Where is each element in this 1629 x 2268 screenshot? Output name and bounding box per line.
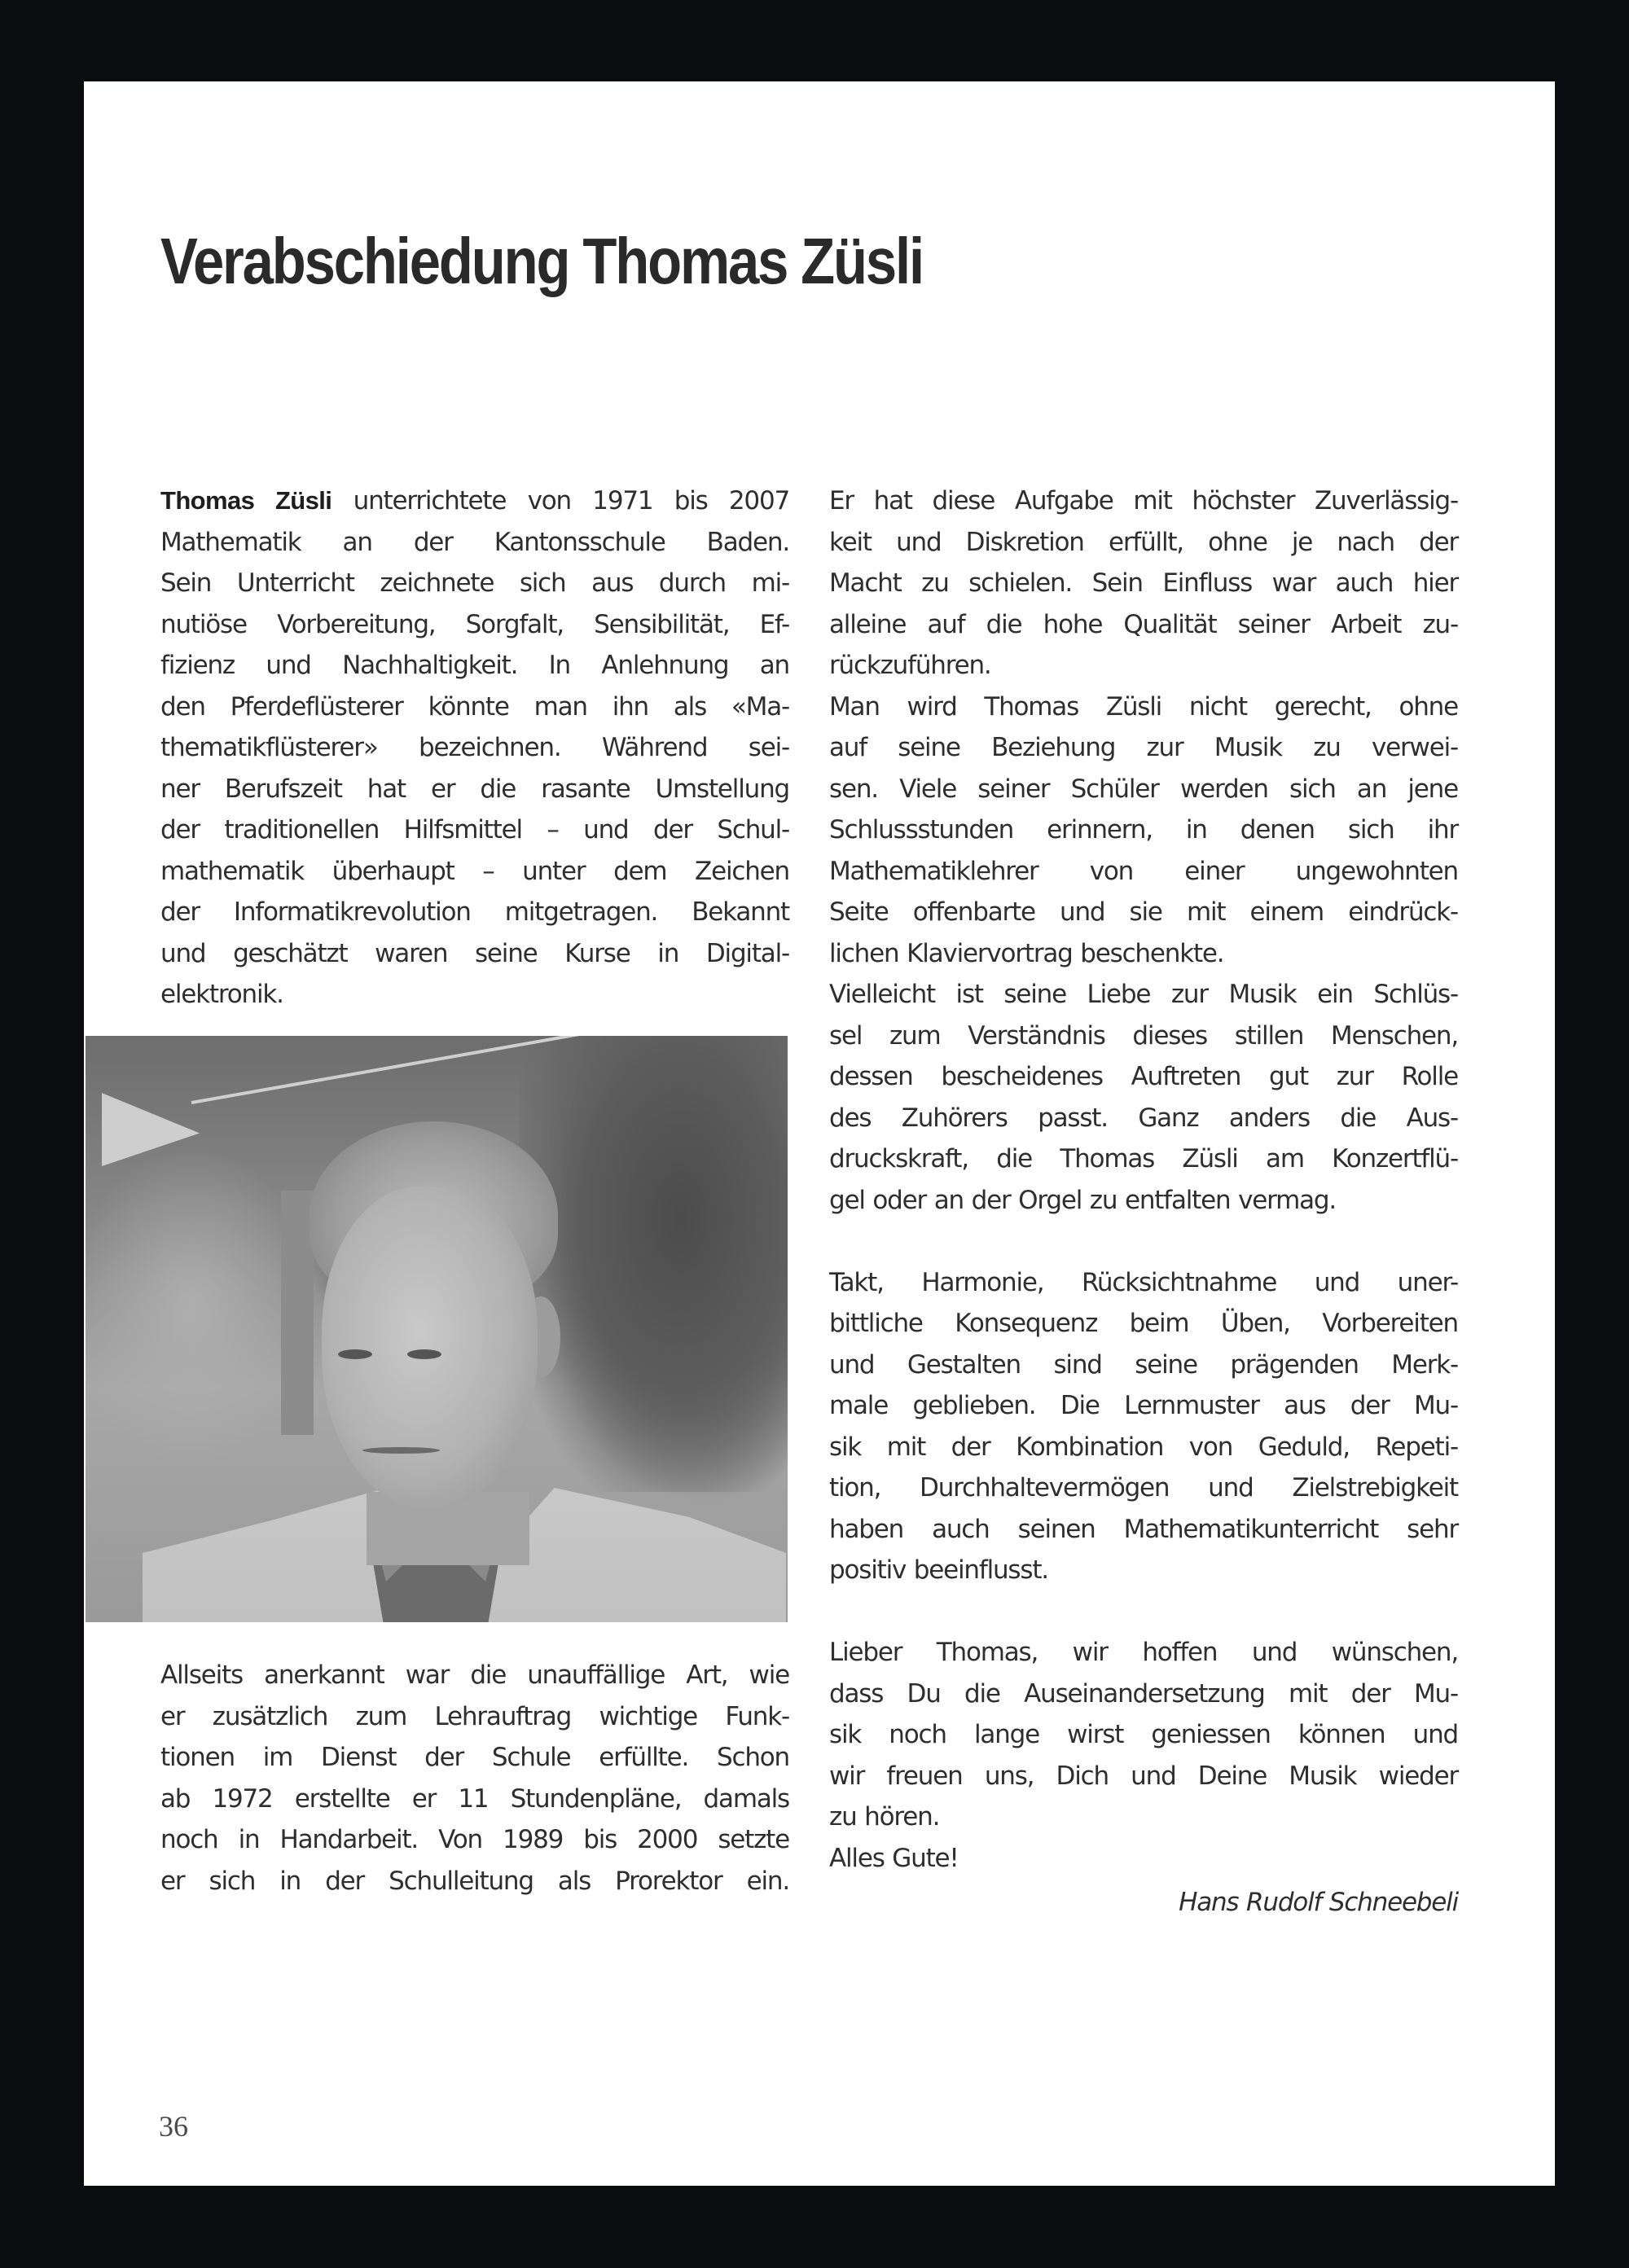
- paragraph-farewell: [829, 1632, 1458, 1879]
- paragraph-traits: [829, 1262, 1458, 1591]
- text-line: sel zum Verständnis dieses stillen Menschen,: [829, 1020, 1458, 1051]
- text-line: druckskraft, die Thomas Züsli am Konzertflü-: [829, 1144, 1458, 1173]
- text-line: Man wird Thomas Züsli nicht gerecht, ohne: [829, 691, 1458, 722]
- text-line: der traditionellen Hilfsmittel – und der Schul-: [160, 815, 789, 844]
- text-line: alleine auf die hohe Qualität seiner Arbeit zu-: [829, 609, 1458, 639]
- page-number: 36: [159, 2110, 188, 2143]
- text-line: mathematik überhaupt – unter dem Zeichen: [160, 856, 789, 886]
- left-column-duties: [160, 1655, 789, 1902]
- photo-background-flag: [102, 1093, 200, 1166]
- text-line: des Zuhörers passt. Ganz anders die Aus-: [829, 1103, 1458, 1133]
- photo-eye-left: [338, 1349, 372, 1359]
- text-line: er zusätzlich zum Lehrauftrag wichtige Funk-: [160, 1701, 789, 1731]
- text-line: er sich in der Schulleitung als Prorektor ein.: [160, 1866, 789, 1896]
- text-line: ab 1972 erstellte er 11 Stundenpläne, damals: [160, 1783, 789, 1814]
- text-line: ner Berufszeit hat er die rasante Umstellung: [160, 774, 789, 804]
- paragraph-reliability: [829, 480, 1458, 687]
- text-line: den Pferdeflüsterer könnte man ihn als «Ma-: [160, 691, 789, 722]
- text-line: thematikflüsterer» bezeichnen. Während sei-: [160, 733, 789, 762]
- text-line: noch in Handarbeit. Von 1989 bis 2000 setzte: [160, 1825, 789, 1854]
- text-line: Macht zu schielen. Sein Einfluss war auch hier: [829, 568, 1458, 598]
- text-line: fizienz und Nachhaltigkeit. In Anlehnung an: [160, 651, 789, 680]
- text-line: Takt, Harmonie, Rücksichtnahme und uner-: [829, 1267, 1458, 1297]
- text-line: Mathematik an der Kantonsschule Baden.: [160, 527, 789, 557]
- text-line: haben auch seinen Mathematikunterricht sehr: [829, 1514, 1458, 1544]
- text-line: auf seine Beziehung zur Musik zu verwei-: [829, 733, 1458, 762]
- photo-mouth: [362, 1447, 440, 1454]
- text-line: Schlussstunden erinnern, in denen sich ihr: [829, 815, 1458, 844]
- text-line: male geblieben. Die Lernmuster aus der Mu-: [829, 1391, 1458, 1420]
- text-line: Er hat diese Aufgabe mit höchster Zuverlässig-: [829, 486, 1458, 515]
- portrait-photo: [86, 1036, 788, 1622]
- photo-face: [322, 1187, 538, 1508]
- text-line: lichen Klaviervortrag beschenkte.: [829, 938, 1224, 968]
- text-line: sik mit der Kombination von Geduld, Repeti-: [829, 1432, 1458, 1462]
- right-column: [829, 480, 1458, 1924]
- text-line: Allseits anerkannt war die unauffällige Art, wie: [160, 1660, 789, 1690]
- photo-background-foliage: [519, 1036, 788, 1492]
- paragraph-character: [829, 974, 1458, 1221]
- text-line: und Gestalten sind seine prägenden Merk-: [829, 1349, 1458, 1380]
- text-line: positiv beeinflusst.: [829, 1555, 1048, 1585]
- text-line: dessen bescheidenes Auftreten gut zur Rolle: [829, 1062, 1458, 1091]
- text-line: Vielleicht ist seine Liebe zur Musik ein Schlüs-: [829, 980, 1458, 1009]
- text-line: und geschätzt waren seine Kurse in Digital-: [160, 938, 789, 968]
- lead-name: Thomas Züsli: [160, 486, 332, 515]
- text-line: nutiöse Vorbereitung, Sorgfalt, Sensibilität, Ef-: [160, 609, 789, 639]
- text-line: elektronik.: [160, 980, 283, 1009]
- text-line: der Informatikrevolution mitgetragen. Bekannt: [160, 897, 789, 927]
- photo-eye-right: [407, 1349, 441, 1359]
- page-title: Verabschiedung Thomas Züsli: [160, 225, 923, 297]
- text-line: Seite offenbarte und sie mit einem eindrück-: [829, 897, 1458, 927]
- paragraph-gap: [829, 1591, 1458, 1633]
- text-line: wir freuen uns, Dich und Deine Musik wieder: [829, 1761, 1458, 1791]
- photo-background-post: [281, 1191, 314, 1435]
- text-line: Mathematiklehrer von einer ungewohnten: [829, 856, 1458, 886]
- closing-line: Alles Gute!: [829, 1843, 959, 1873]
- text-line: dass Du die Auseinandersetzung mit der Mu-: [829, 1678, 1458, 1709]
- author-signature: Hans Rudolf Schneebeli: [1179, 1888, 1458, 1917]
- text-line: keit und Diskretion erfüllt, ohne je nach der: [829, 527, 1458, 557]
- paragraph-gap: [829, 1221, 1458, 1262]
- text-line: zu hören.: [829, 1802, 940, 1832]
- paragraph-music: [829, 687, 1458, 975]
- text-line: sik noch lange wirst geniessen können und: [829, 1720, 1458, 1749]
- text-line: Lieber Thomas, wir hoffen und wünschen,: [829, 1638, 1458, 1667]
- text-line: tion, Durchhaltevermögen und Zielstrebigkeit: [829, 1473, 1458, 1502]
- text-line: Sein Unterricht zeichnete sich aus durch mi-: [160, 568, 789, 598]
- left-column-intro: [160, 480, 789, 1016]
- document-page: [84, 81, 1555, 2186]
- text-line: sen. Viele seiner Schüler werden sich an jene: [829, 774, 1458, 804]
- text-line: tionen im Dienst der Schule erfüllte. Schon: [160, 1743, 789, 1772]
- text-line: bittliche Konsequenz beim Üben, Vorbereiten: [829, 1309, 1458, 1338]
- text-line: Thomas Züsli unterrichtete von 1971 bis 2007: [160, 486, 789, 515]
- text-line: gel oder an der Orgel zu entfalten vermag.: [829, 1185, 1337, 1215]
- text-line: rückzuführen.: [829, 651, 991, 680]
